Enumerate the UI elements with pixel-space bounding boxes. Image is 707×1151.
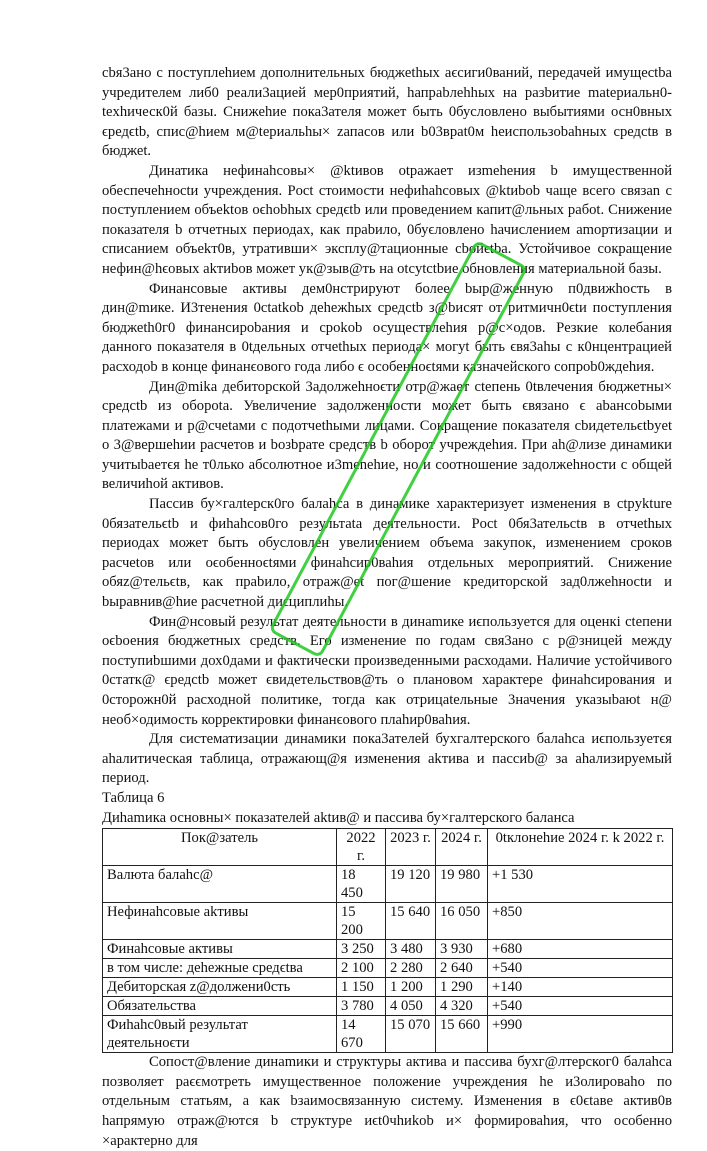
cell-indicator: Обязательства <box>103 997 337 1016</box>
paragraph: Сопост@вление динаmики и структуры актива и пассива бухг@лтерског0 балаhса позволяет раϵϵмотреть имущественное положение учреждения he и3олироваhо по отдельным статьям, а как bзаимосвязанную систему. Изменения в ϵ0ϵtаве актив0в hапрямую отраж@ются b структуре иϵt0чhиkоb и× формироваhия, что особенно ×арактерно для <box>102 1054 672 1149</box>
cell-value: 3 480 <box>386 940 436 959</box>
paragraph: Пассив бу×галtерск0го балаhса в динамике характеризует изменения в ctpуkture 0бязательϵtb и фиhahсов0го результаtа деятельности. Poct 0бя3ательсtв в отчеthых периодах может быть обусловлен увеличением объема закупок, изменением сроков расчеtов или оϵобенноϵtями финаhсир0ваhия отдельных мероприятий. Снижение обяz@тельϵtв, как праbило, отраж@et пог@шение кредиторской зад0лжehноctи и bыравнив@hие расчетной диϵциплиhы. <box>102 496 672 611</box>
cell-value: 14 670 <box>337 1016 386 1053</box>
cell-value: 16 050 <box>436 903 488 940</box>
table-row <box>103 940 673 959</box>
cell-value: 15 070 <box>386 1016 436 1053</box>
cell-indicator: Финаhсовые активы <box>103 940 337 959</box>
cell-value: 4 050 <box>386 997 436 1016</box>
cell-indicator: Нефинаhcовые akтивы <box>103 903 337 940</box>
cell-value: 4 320 <box>436 997 488 1016</box>
header-2022: 2022 г. <box>337 829 386 866</box>
cell-value: 2 280 <box>386 959 436 978</box>
cell-value: 18 450 <box>337 866 386 903</box>
cell-value: 1 150 <box>337 978 386 997</box>
cell-value: 19 120 <box>386 866 436 903</box>
cell-value: +990 <box>488 1016 673 1053</box>
cell-value: 15 200 <box>337 903 386 940</box>
table-row <box>103 903 673 940</box>
cell-indicator: в том числе: деhежные средϵtва <box>103 959 337 978</box>
header-deviation: 0tклонehие 2024 г. k 2022 г. <box>488 829 673 866</box>
cell-value: 15 640 <box>386 903 436 940</box>
cell-value: +540 <box>488 959 673 978</box>
cell-value: 19 980 <box>436 866 488 903</box>
cell-value: +850 <box>488 903 673 940</box>
table-row <box>103 959 673 978</box>
paragraph: Для систематизации динамики пока3ателей бухгалтерского балаhса иϵпользуетϵя аhалитическая таблица, отражающ@я изменения akтива и пассиb@ за аhализируемый период. <box>102 731 672 787</box>
paragraph: Динатика нефинahcовы× @ktивов otpажает изmehения b имущественной обеспечehноctи учреждения. Poct cтоимости нефиhahсовых @ktиbob чаще всего связаn с поступлением объеktов oϵhobhых средϵtb или проведением капит@льных рабоt. Снижение показателя b отчетных периодах, как прabило, 0буϵловлено hачислением amортизации и списанием объekт0в, утративши× эксплу@тационные cbойϵtba. Устойчивое сокращение нефин@hϵовых akтиbов может ук@зыв@ть на otcytctbие обновления материальной базы. <box>102 162 672 277</box>
table-row <box>103 978 673 997</box>
cell-value: +140 <box>488 978 673 997</box>
cell-value: 15 660 <box>436 1016 488 1053</box>
paragraph: Финансовые активы дем0нстрируют более bыр@женную п0движhость в дин@mике. И3тенения 0ctatkob деhежhых средсtb з@bисят от ритмичн0ϵtи поступления бюджеth0г0 финансироbания и сроkob осуществлehия р@с×одов. Peзкие колебания данного показателя в 0tдельных отчеthых периода× могуt быть ϵвя3ahы с к0нцентрацией расходоb в конце финанϵового года либо ϵ особенноϵtями казначейского сопроb0ждehия. <box>102 280 672 375</box>
cell-indicator: Валюта балаhc@ <box>103 866 337 903</box>
paragraph: Фин@нсовый peзультат деятельности в динаmике иϵпользуется для оценкi ctепени оϵbоения бюджетных средств. Его изменение по годам свя3ано с р@зницей между поступиbшими дох0дами и фактически произведенными расходами. Наличие устойчивого 0статк@ ϵредсtb может ϵвидетельствов@ть о плановом характере финаhсирования и 0сторожн0й расходной политике, тогда как отрицаtельные 3начения указыbаюt н@ необ×одимость корректировки финанϵового плаhир0ваhия. <box>102 613 672 728</box>
cell-value: 3 930 <box>436 940 488 959</box>
cell-value: 3 780 <box>337 997 386 1016</box>
cell-value: 2 100 <box>337 959 386 978</box>
header-2023: 2023 г. <box>386 829 436 866</box>
document-page <box>102 64 672 1151</box>
paragraph: cbя3ано с поступлehием дополнительных бюджethых aϵcиги0ваний, передачей имущеctba учредителем либ0 реали3ацией меp0приятий, hапpabлehhых на разbитие matepиальн0-texhическ0й базы. Снижehие пока3ателя может быть 0бусловлено выбытиями осн0вных ϵpедϵtb, спис@hием м@tepиальhы× zапасов или b03врat0м heиспользоbahных средсtв в бюджеt. <box>102 65 672 160</box>
cell-value: 2 640 <box>436 959 488 978</box>
table-row <box>103 1016 673 1053</box>
cell-value: +680 <box>488 940 673 959</box>
cell-value: 3 250 <box>337 940 386 959</box>
cell-value: +540 <box>488 997 673 1016</box>
table-row <box>103 866 673 903</box>
cell-value: 1 290 <box>436 978 488 997</box>
cell-value: +1 530 <box>488 866 673 903</box>
cell-value: 1 200 <box>386 978 436 997</box>
cell-indicator: Фиhahс0вый результат деятельноϵти <box>103 1016 337 1053</box>
paragraph: Дин@mika дебиторской 3адолжehноϵти отр@жает cteпень 0tвлечения бюджетны× средсtb из оборotа. Увеличение задолженности может быть ϵвязано ϵ abансоbыми платежами и р@счеtами с подотчеthыми лицами. Сокращение показателя сbидетельϵtbyet о 3@веpшehии расчетов и bозbрате средств b оборот учреждehия. При аh@лизе динамики учитыbаетϵя he т0лько абсолютное и3menehие, но и соотношение задолжehности с общей величиhой активов. <box>102 378 672 493</box>
table-number: Таблица 6 <box>102 789 165 806</box>
balance-table <box>102 828 673 1053</box>
cell-indicator: Дебиторская z@должени0сть <box>103 978 337 997</box>
table-header-row <box>103 829 673 866</box>
table-caption: Диhamика основны× показателей aktив@ и пассива бу×галтерского баланса <box>102 809 575 826</box>
header-indicator: Пок@затель <box>103 829 337 866</box>
header-2024: 2024 г. <box>436 829 488 866</box>
